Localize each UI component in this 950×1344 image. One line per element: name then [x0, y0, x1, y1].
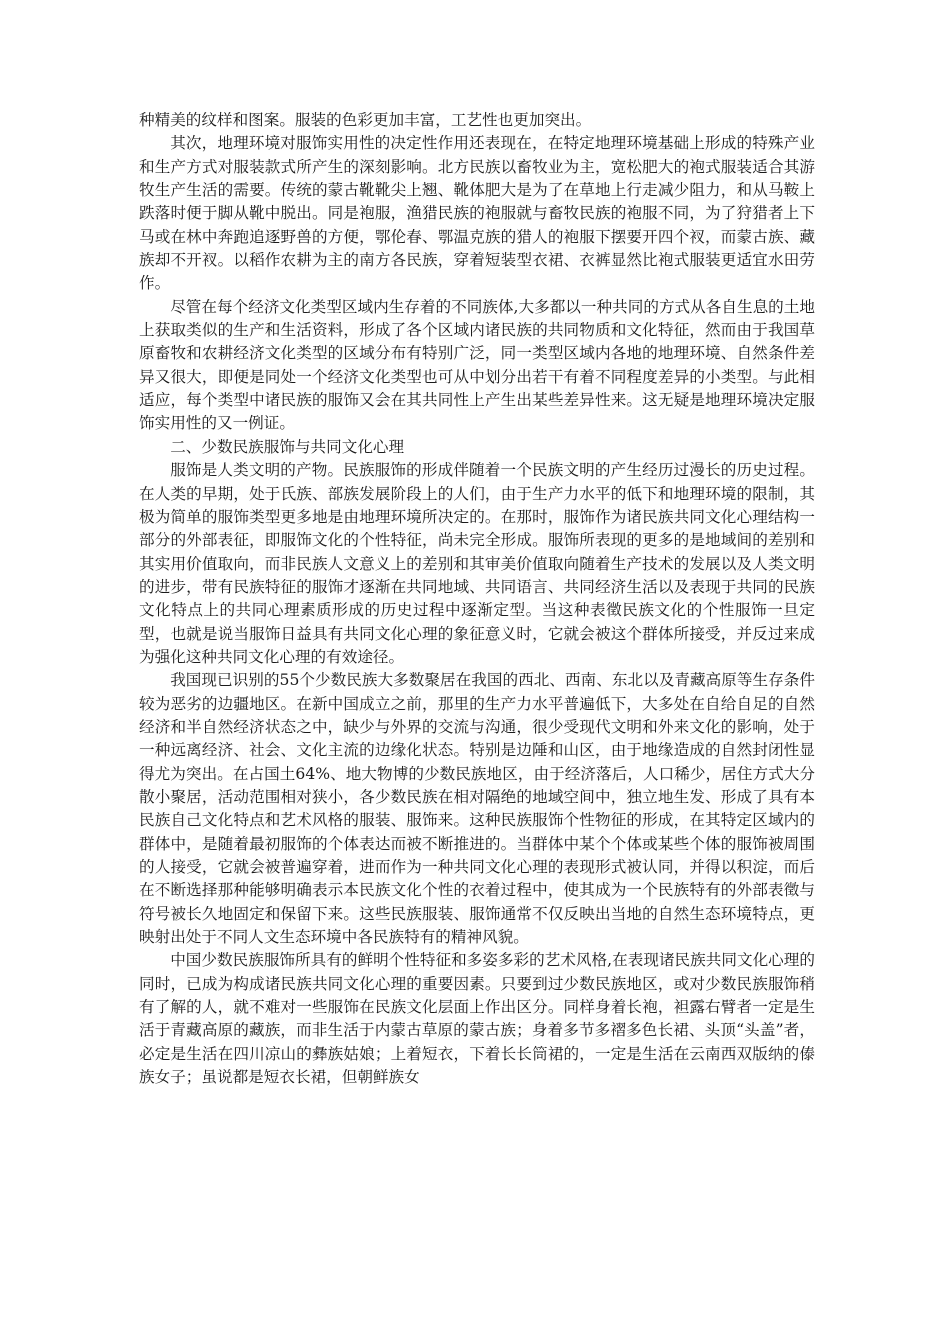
paragraph-distinct-styles: 中国少数民族服饰所具有的鲜明个性特征和多姿多彩的艺术风格,在表现诸民族共同文化心理的同时，已成为构成诸民族共同文化心理的重要因素。只要到过少数民族地区，或对少数民族服饰稍有了解的人，就不难对一些服饰在民族文化层面上作出区分。同样身着长袍，袒露右臂者一定是生活于青藏高原的藏族，而非生活于内蒙古草原的蒙古族；身着多节多褶多色长裙、头顶“头盖”者，必定是生活在四川凉山的彝族姑娘；上着短衣，下着长长筒裙的，一定是生活在云南西双版纳的傣族女子；虽说都是短衣长裙，但朝鲜族女 [139, 951, 815, 1087]
document-body [139, 109, 815, 1089]
paragraph-continuation: 种精美的纹样和图案。服装的色彩更加丰富，工艺性也更加突出。 [139, 111, 592, 129]
paragraph-clothing-civilization: 服饰是人类文明的产物。民族服饰的形成伴随着一个民族文明的产生经历过漫长的历史过程。在人类的早期，处于氏族、部族发展阶段上的人们，由于生产力水平的低下和地理环境的限制，其极为简单的服饰类型更多地是由地理环境所决定的。在那时，服饰作为诸民族共同文化心理结构一部分的外部表征，即服饰文化的个性特征，尚未完全形成。服饰所表现的更多的是地域间的差别和其实用价值取向，而非民族人文意义上的差别和其审美价值取向随着生产技术的发展以及人类文明的进步，带有民族特征的服饰才逐渐在共同地域、共同语言、共同经济生活以及表现于共同的民族文化特点上的共同心理素质形成的历史过程中逐渐定型。当这种表徵民族文化的个性服饰一旦定型，也就是说当服饰日益具有共同文化心理的象征意义时，它就会被这个群体所接受，并反过来成为强化这种共同文化心理的有效途径。 [139, 461, 815, 666]
paragraph-geography-industry: 其次，地理环境对服饰实用性的决定性作用还表现在，在特定地理环境基础上形成的特殊产业和生产方式对服装款式所产生的深刻影响。北方民族以畜牧业为主，宽松肥大的袍式服装适合其游牧生产生活的需要。传统的蒙古靴靴尖上翘、靴体肥大是为了在草地上行走减少阻力，和从马鞍上跌落时便于脚从靴中脱出。同是袍服，渔猎民族的袍服就与畜牧民族的袍服不同，为了狩猎者上下马或在林中奔跑追逐野兽的方便，鄂伦春、鄂温克族的猎人的袍服下摆要开四个衩，而蒙古族、藏族却不开衩。以稻作农耕为主的南方各民族，穿着短装型衣裙、衣裤显然比袍式服装更适宜水田劳作。 [139, 134, 815, 293]
paragraph-economic-culture-types: 尽管在每个经济文化类型区域内生存着的不同族体,大多都以一种共同的方式从各自生息的土地上获取类似的生产和生活资料，形成了各个区域内诸民族的共同物质和文化特征，然而由于我国草原畜牧和农耕经济文化类型的区域分布有特别广泛，同一类型区域内各地的地理环境、自然条件差异又很大，即便是同处一个经济文化类型也可从中划分出若干有着不同程度差异的小类型。与此相适应，每个类型中诸民族的服饰又会在其共同性上产生出某些差异性来。这无疑是地理环境决定服饰实用性的又一例证。 [139, 297, 815, 433]
section-heading: 二、少数民族服饰与共同文化心理 [170, 437, 405, 456]
paragraph-minority-regions: 我国现已识别的55个少数民族大多数聚居在我国的西北、西南、东北以及青藏高原等生存条件较为恶劣的边疆地区。在新中国成立之前，那里的生产力水平普遍低下，大多处在自给自足的自然经济和半自然经济状态之中，缺少与外界的交流与沟通，很少受现代文明和外来文化的影响，处于一种远离经济、社会、文化主流的边缘化状态。特别是边陲和山区，由于地缘造成的自然封闭性显得尤为突出。在占国土64%、地大物博的少数民族地区，由于经济落后，人口稀少，居住方式大分散小聚居，活动范围相对狭小，各少数民族在相对隔绝的地域空间中，独立地生发、形成了具有本民族自己文化特点和艺术风格的服装、服饰来。这种民族服饰个性物征的形成，在其特定区域内的群体中，是随着最初服饰的个体表达而被不断推进的。当群体中某个个体或某些个体的服饰被周围的人接受，它就会被普遍穿着，进而作为一种共同文化心理的表现形式被认同，并得以积淀，而后在不断选择那种能够明确表示本民族文化个性的衣着过程中，使其成为一个民族特有的外部表徵与符号被长久地固定和保留下来。这些民族服装、服饰通常不仅反映出当地的自然生态环境特点，更映射出处于不同人文生态环境中各民族特有的精神风貌。 [139, 671, 815, 947]
